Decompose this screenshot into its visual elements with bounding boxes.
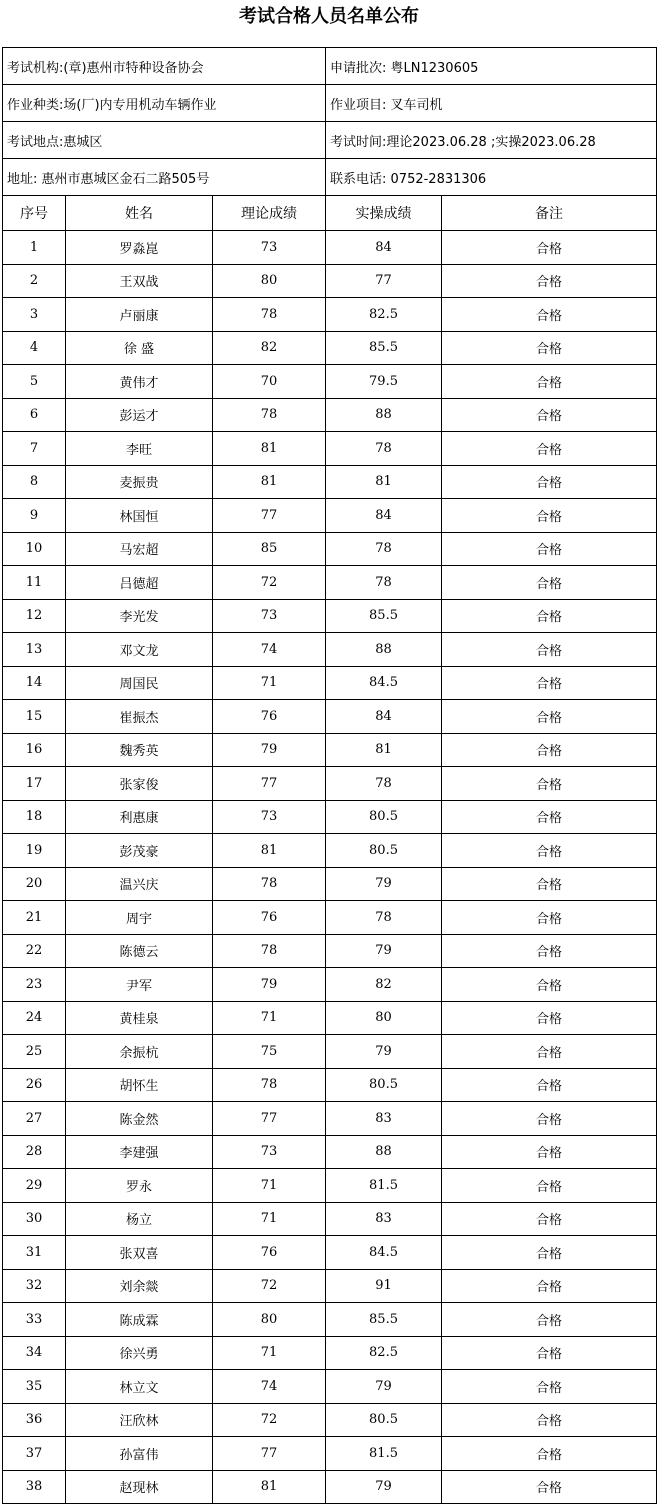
cell-theory-score: 75 <box>213 1035 326 1069</box>
cell-remark: 合格 <box>442 633 657 667</box>
cell-seq: 22 <box>3 934 66 968</box>
table-row <box>3 934 657 968</box>
cell-practical-score: 83 <box>326 1102 442 1136</box>
cell-practical-score: 78 <box>326 532 442 566</box>
cell-theory-score: 74 <box>213 633 326 667</box>
job-item: 作业项目: 叉车司机 <box>326 85 657 122</box>
info-row <box>3 85 657 122</box>
cell-remark: 合格 <box>442 666 657 700</box>
cell-seq: 5 <box>3 365 66 399</box>
cell-remark: 合格 <box>442 1236 657 1270</box>
cell-name: 陈成霖 <box>66 1303 213 1337</box>
cell-name: 赵现林 <box>66 1470 213 1504</box>
cell-remark: 合格 <box>442 599 657 633</box>
table-row <box>3 1336 657 1370</box>
cell-practical-score: 80 <box>326 1001 442 1035</box>
cell-theory-score: 78 <box>213 398 326 432</box>
table-row <box>3 298 657 332</box>
cell-practical-score: 81 <box>326 465 442 499</box>
results-table <box>2 47 657 1504</box>
cell-name: 利惠康 <box>66 800 213 834</box>
info-row <box>3 159 657 196</box>
cell-seq: 17 <box>3 767 66 801</box>
cell-remark: 合格 <box>442 733 657 767</box>
cell-remark: 合格 <box>442 264 657 298</box>
cell-remark: 合格 <box>442 1035 657 1069</box>
cell-theory-score: 72 <box>213 1269 326 1303</box>
cell-seq: 34 <box>3 1336 66 1370</box>
cell-seq: 35 <box>3 1370 66 1404</box>
cell-theory-score: 81 <box>213 1470 326 1504</box>
table-header <box>3 196 657 231</box>
cell-seq: 14 <box>3 666 66 700</box>
cell-remark: 合格 <box>442 465 657 499</box>
cell-theory-score: 77 <box>213 1437 326 1471</box>
cell-practical-score: 80.5 <box>326 800 442 834</box>
cell-seq: 10 <box>3 532 66 566</box>
table-row <box>3 231 657 265</box>
cell-theory-score: 76 <box>213 1236 326 1270</box>
cell-theory-score: 81 <box>213 432 326 466</box>
cell-theory-score: 82 <box>213 331 326 365</box>
cell-seq: 33 <box>3 1303 66 1337</box>
cell-practical-score: 78 <box>326 432 442 466</box>
cell-name: 周国民 <box>66 666 213 700</box>
table-row <box>3 1269 657 1303</box>
info-row <box>3 48 657 85</box>
column-header-theory: 理论成绩 <box>213 196 326 231</box>
cell-practical-score: 88 <box>326 633 442 667</box>
cell-seq: 11 <box>3 566 66 600</box>
cell-remark: 合格 <box>442 700 657 734</box>
cell-seq: 37 <box>3 1437 66 1471</box>
cell-name: 邓文龙 <box>66 633 213 667</box>
table-row <box>3 1303 657 1337</box>
cell-seq: 3 <box>3 298 66 332</box>
cell-practical-score: 85.5 <box>326 599 442 633</box>
cell-seq: 27 <box>3 1102 66 1136</box>
cell-theory-score: 78 <box>213 867 326 901</box>
cell-remark: 合格 <box>442 867 657 901</box>
table-row <box>3 767 657 801</box>
cell-practical-score: 88 <box>326 398 442 432</box>
cell-practical-score: 78 <box>326 767 442 801</box>
cell-remark: 合格 <box>442 1068 657 1102</box>
cell-practical-score: 79.5 <box>326 365 442 399</box>
cell-practical-score: 80.5 <box>326 834 442 868</box>
table-row <box>3 1202 657 1236</box>
cell-practical-score: 80.5 <box>326 1403 442 1437</box>
cell-seq: 29 <box>3 1169 66 1203</box>
cell-seq: 19 <box>3 834 66 868</box>
cell-remark: 合格 <box>442 432 657 466</box>
cell-theory-score: 70 <box>213 365 326 399</box>
cell-remark: 合格 <box>442 834 657 868</box>
cell-remark: 合格 <box>442 800 657 834</box>
table-row <box>3 1236 657 1270</box>
cell-practical-score: 88 <box>326 1135 442 1169</box>
cell-remark: 合格 <box>442 968 657 1002</box>
cell-name: 彭运才 <box>66 398 213 432</box>
cell-theory-score: 79 <box>213 968 326 1002</box>
cell-remark: 合格 <box>442 298 657 332</box>
table-row <box>3 1035 657 1069</box>
cell-seq: 28 <box>3 1135 66 1169</box>
cell-theory-score: 72 <box>213 566 326 600</box>
cell-practical-score: 84 <box>326 700 442 734</box>
cell-remark: 合格 <box>442 901 657 935</box>
cell-seq: 25 <box>3 1035 66 1069</box>
cell-name: 罗淼崑 <box>66 231 213 265</box>
cell-practical-score: 79 <box>326 1035 442 1069</box>
cell-theory-score: 78 <box>213 298 326 332</box>
table-row <box>3 1102 657 1136</box>
cell-theory-score: 85 <box>213 532 326 566</box>
cell-theory-score: 74 <box>213 1370 326 1404</box>
cell-remark: 合格 <box>442 1169 657 1203</box>
cell-remark: 合格 <box>442 1202 657 1236</box>
table-row <box>3 733 657 767</box>
cell-practical-score: 81.5 <box>326 1169 442 1203</box>
cell-theory-score: 80 <box>213 264 326 298</box>
cell-seq: 36 <box>3 1403 66 1437</box>
cell-practical-score: 91 <box>326 1269 442 1303</box>
table-row <box>3 1001 657 1035</box>
cell-practical-score: 78 <box>326 566 442 600</box>
cell-seq: 18 <box>3 800 66 834</box>
cell-theory-score: 71 <box>213 1336 326 1370</box>
cell-practical-score: 81 <box>326 733 442 767</box>
cell-practical-score: 84.5 <box>326 666 442 700</box>
cell-theory-score: 78 <box>213 934 326 968</box>
cell-theory-score: 77 <box>213 499 326 533</box>
cell-remark: 合格 <box>442 1303 657 1337</box>
cell-seq: 20 <box>3 867 66 901</box>
cell-seq: 38 <box>3 1470 66 1504</box>
cell-theory-score: 77 <box>213 767 326 801</box>
cell-practical-score: 82.5 <box>326 298 442 332</box>
cell-remark: 合格 <box>442 1102 657 1136</box>
cell-seq: 31 <box>3 1236 66 1270</box>
table-row <box>3 666 657 700</box>
cell-seq: 4 <box>3 331 66 365</box>
cell-name: 杨立 <box>66 1202 213 1236</box>
page-title: 考试合格人员名单公布 <box>239 6 419 27</box>
cell-name: 李光发 <box>66 599 213 633</box>
table-row <box>3 700 657 734</box>
cell-remark: 合格 <box>442 398 657 432</box>
table-row <box>3 800 657 834</box>
cell-practical-score: 78 <box>326 901 442 935</box>
cell-name: 吕德超 <box>66 566 213 600</box>
column-header-seq: 序号 <box>3 196 66 231</box>
cell-theory-score: 76 <box>213 700 326 734</box>
cell-theory-score: 78 <box>213 1068 326 1102</box>
cell-seq: 7 <box>3 432 66 466</box>
cell-practical-score: 79 <box>326 1470 442 1504</box>
cell-name: 张家俊 <box>66 767 213 801</box>
cell-seq: 23 <box>3 968 66 1002</box>
cell-name: 王双战 <box>66 264 213 298</box>
cell-remark: 合格 <box>442 1135 657 1169</box>
cell-name: 徐兴勇 <box>66 1336 213 1370</box>
table-row <box>3 867 657 901</box>
cell-theory-score: 73 <box>213 231 326 265</box>
cell-theory-score: 73 <box>213 800 326 834</box>
cell-remark: 合格 <box>442 1001 657 1035</box>
cell-name: 周宇 <box>66 901 213 935</box>
cell-theory-score: 73 <box>213 599 326 633</box>
cell-name: 林国恒 <box>66 499 213 533</box>
cell-practical-score: 79 <box>326 934 442 968</box>
cell-name: 魏秀英 <box>66 733 213 767</box>
table-row <box>3 465 657 499</box>
cell-remark: 合格 <box>442 934 657 968</box>
cell-name: 崔振杰 <box>66 700 213 734</box>
table-row <box>3 1068 657 1102</box>
cell-remark: 合格 <box>442 499 657 533</box>
cell-seq: 15 <box>3 700 66 734</box>
cell-name: 黄桂泉 <box>66 1001 213 1035</box>
cell-theory-score: 81 <box>213 465 326 499</box>
cell-seq: 8 <box>3 465 66 499</box>
table-row <box>3 599 657 633</box>
cell-theory-score: 71 <box>213 1001 326 1035</box>
exam-location: 考试地点:惠城区 <box>3 122 326 159</box>
cell-name: 黄伟才 <box>66 365 213 399</box>
cell-seq: 1 <box>3 231 66 265</box>
cell-practical-score: 84.5 <box>326 1236 442 1270</box>
cell-name: 陈德云 <box>66 934 213 968</box>
cell-name: 胡怀生 <box>66 1068 213 1102</box>
cell-seq: 12 <box>3 599 66 633</box>
exam-time: 考试时间:理论2023.06.28 ;实操2023.06.28 <box>326 122 657 159</box>
cell-name: 麦振贵 <box>66 465 213 499</box>
table-row <box>3 968 657 1002</box>
cell-theory-score: 79 <box>213 733 326 767</box>
cell-practical-score: 84 <box>326 499 442 533</box>
cell-name: 孙富伟 <box>66 1437 213 1471</box>
table-row <box>3 1370 657 1404</box>
cell-seq: 24 <box>3 1001 66 1035</box>
table-row <box>3 1470 657 1504</box>
cell-seq: 13 <box>3 633 66 667</box>
table-row <box>3 365 657 399</box>
cell-practical-score: 82.5 <box>326 1336 442 1370</box>
cell-name: 刘余燚 <box>66 1269 213 1303</box>
cell-practical-score: 79 <box>326 867 442 901</box>
cell-seq: 21 <box>3 901 66 935</box>
cell-seq: 2 <box>3 264 66 298</box>
cell-remark: 合格 <box>442 532 657 566</box>
cell-theory-score: 81 <box>213 834 326 868</box>
cell-name: 林立文 <box>66 1370 213 1404</box>
cell-theory-score: 76 <box>213 901 326 935</box>
cell-remark: 合格 <box>442 1336 657 1370</box>
table-row <box>3 331 657 365</box>
cell-remark: 合格 <box>442 365 657 399</box>
cell-name: 马宏超 <box>66 532 213 566</box>
cell-practical-score: 85.5 <box>326 331 442 365</box>
cell-theory-score: 72 <box>213 1403 326 1437</box>
table-row <box>3 264 657 298</box>
cell-name: 徐 盛 <box>66 331 213 365</box>
contact-phone: 联系电话: 0752-2831306 <box>326 159 657 196</box>
cell-name: 李旺 <box>66 432 213 466</box>
cell-theory-score: 80 <box>213 1303 326 1337</box>
cell-name: 罗永 <box>66 1169 213 1203</box>
info-row <box>3 122 657 159</box>
cell-name: 余振杭 <box>66 1035 213 1069</box>
cell-remark: 合格 <box>442 1370 657 1404</box>
cell-remark: 合格 <box>442 566 657 600</box>
cell-theory-score: 71 <box>213 1169 326 1203</box>
column-header-name: 姓名 <box>66 196 213 231</box>
cell-name: 卢丽康 <box>66 298 213 332</box>
cell-name: 温兴庆 <box>66 867 213 901</box>
cell-remark: 合格 <box>442 1470 657 1504</box>
table-row <box>3 1135 657 1169</box>
cell-practical-score: 79 <box>326 1370 442 1404</box>
cell-name: 陈金然 <box>66 1102 213 1136</box>
cell-seq: 16 <box>3 733 66 767</box>
table-row <box>3 1169 657 1203</box>
cell-practical-score: 84 <box>326 231 442 265</box>
cell-practical-score: 81.5 <box>326 1437 442 1471</box>
cell-remark: 合格 <box>442 767 657 801</box>
cell-practical-score: 85.5 <box>326 1303 442 1337</box>
address: 地址: 惠州市惠城区金石二路505号 <box>3 159 326 196</box>
column-header-practical: 实操成绩 <box>326 196 442 231</box>
job-type: 作业种类:场(厂)内专用机动车辆作业 <box>3 85 326 122</box>
cell-remark: 合格 <box>442 1403 657 1437</box>
table-row <box>3 398 657 432</box>
cell-remark: 合格 <box>442 231 657 265</box>
cell-practical-score: 80.5 <box>326 1068 442 1102</box>
table-row <box>3 1403 657 1437</box>
cell-name: 彭茂豪 <box>66 834 213 868</box>
cell-remark: 合格 <box>442 1269 657 1303</box>
table-row <box>3 901 657 935</box>
cell-seq: 30 <box>3 1202 66 1236</box>
cell-name: 张双喜 <box>66 1236 213 1270</box>
cell-name: 李建强 <box>66 1135 213 1169</box>
table-row <box>3 532 657 566</box>
cell-name: 汪欣林 <box>66 1403 213 1437</box>
table-row <box>3 566 657 600</box>
exam-institution: 考试机构:(章)惠州市特种设备协会 <box>3 48 326 85</box>
cell-name: 尹军 <box>66 968 213 1002</box>
table-row <box>3 432 657 466</box>
cell-remark: 合格 <box>442 1437 657 1471</box>
cell-seq: 32 <box>3 1269 66 1303</box>
table-row <box>3 499 657 533</box>
cell-theory-score: 77 <box>213 1102 326 1136</box>
cell-theory-score: 71 <box>213 1202 326 1236</box>
cell-seq: 9 <box>3 499 66 533</box>
table-row <box>3 633 657 667</box>
cell-seq: 26 <box>3 1068 66 1102</box>
cell-theory-score: 71 <box>213 666 326 700</box>
table-row <box>3 834 657 868</box>
cell-theory-score: 73 <box>213 1135 326 1169</box>
cell-practical-score: 82 <box>326 968 442 1002</box>
application-batch: 申请批次: 粤LN1230605 <box>326 48 657 85</box>
cell-remark: 合格 <box>442 331 657 365</box>
table-row <box>3 1437 657 1471</box>
column-header-remark: 备注 <box>442 196 657 231</box>
cell-seq: 6 <box>3 398 66 432</box>
cell-practical-score: 83 <box>326 1202 442 1236</box>
cell-practical-score: 77 <box>326 264 442 298</box>
